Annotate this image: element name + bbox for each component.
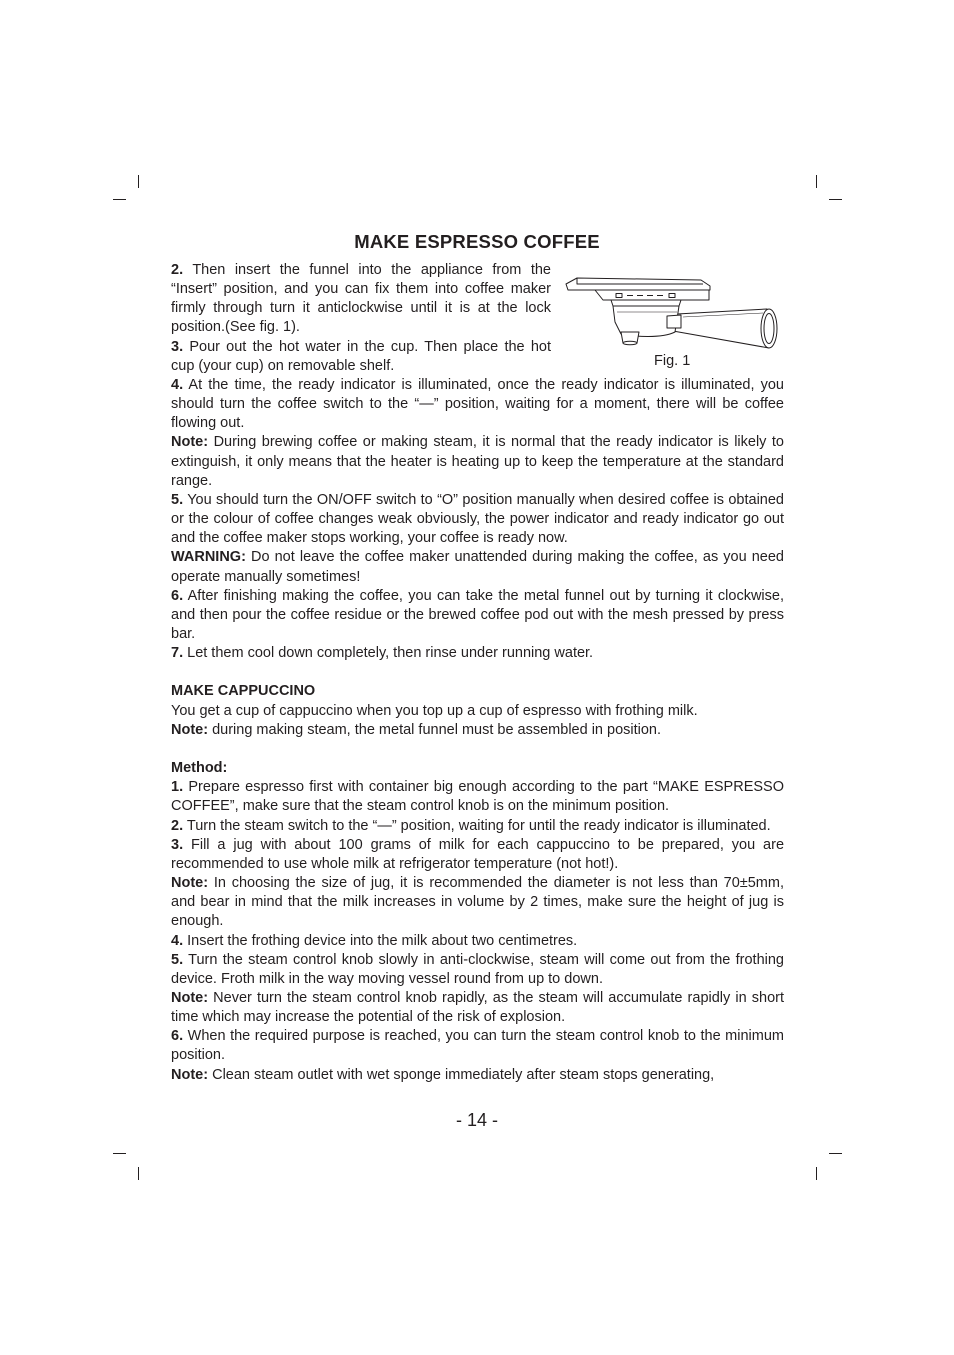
- method-step-5-paragraph: [171, 951, 784, 989]
- page-title: MAKE ESPRESSO COFFEE: [354, 231, 600, 252]
- method-step-1-paragraph: [171, 778, 784, 816]
- crop-mark: [816, 175, 817, 188]
- note-label: Note:: [171, 434, 209, 451]
- step-text: Turn the steam switch to the “—” position, waiting for until the ready indicator is illuminated.: [186, 817, 771, 834]
- step-text: Then insert the funnel into the appliance from the “Insert” position, and you can fix them into coffee maker firmly through turn it anticlockwise until it is at the lock position.(See fig. 1).: [171, 262, 551, 336]
- step-3-paragraph: [171, 338, 551, 376]
- step-number: 6.: [171, 587, 184, 604]
- note-label: Note:: [171, 721, 209, 738]
- method-step-3-paragraph: [171, 836, 784, 874]
- note-text: Clean steam outlet with wet sponge immediately after steam stops generating,: [212, 1066, 715, 1083]
- method-note-clean-paragraph: [171, 1066, 784, 1085]
- step-text: Insert the frothing device into the milk about two centimetres.: [187, 932, 578, 949]
- crop-mark: [113, 1153, 126, 1154]
- step-number: 5.: [171, 951, 184, 968]
- cappuccino-heading: MAKE CAPPUCCINO: [171, 683, 316, 700]
- crop-mark: [829, 1153, 842, 1154]
- note-paragraph: [171, 433, 784, 490]
- step-number: 5.: [171, 491, 184, 508]
- method-step-6-paragraph: [171, 1027, 784, 1065]
- warning-paragraph: [171, 548, 784, 586]
- step-text: Pour out the hot water in the cup. Then place the hot cup (your cup) on removable shelf.: [171, 338, 551, 374]
- warning-label: WARNING:: [171, 549, 246, 566]
- note-label: Note:: [171, 989, 209, 1006]
- step-2-paragraph: [171, 261, 551, 338]
- crop-mark: [138, 1167, 139, 1180]
- warning-text: Do not leave the coffee maker unattended during making the coffee, as you need operate manually sometimes!: [171, 549, 784, 585]
- figure-caption: Fig. 1: [654, 353, 691, 369]
- step-text: When the required purpose is reached, you can turn the steam control knob to the minimum position.: [171, 1028, 784, 1064]
- step-number: 4.: [171, 377, 184, 393]
- cappuccino-note-paragraph: [171, 721, 784, 740]
- step-number: 2.: [171, 262, 184, 278]
- note-label: Note:: [171, 875, 209, 892]
- method-note-steam-paragraph: [171, 989, 784, 1027]
- note-text: In choosing the size of jug, it is recommended the diameter is not less than 70±5mm, and bear in mind that the milk increases in volume by 2 times, make sure the height of jug is enough.: [171, 875, 784, 930]
- crop-mark: [816, 1167, 817, 1180]
- note-text: During brewing coffee or making steam, it is normal that the ready indicator is likely to extinguish, it only means that the heater is heating up to keep the temperature at the standard range.: [171, 434, 784, 489]
- step-text: After finishing making the coffee, you can take the metal funnel out by turning it clockwise, and then pour the coffee residue or the brewed coffee pod out with the mesh pressed by press bar.: [171, 587, 784, 643]
- step-number: 7.: [171, 645, 184, 662]
- method-note-jug-paragraph: [171, 874, 784, 931]
- step-7-paragraph: [171, 644, 784, 663]
- note-label: Note:: [171, 1066, 209, 1083]
- crop-mark: [113, 199, 126, 200]
- step-4-paragraph: [171, 376, 784, 433]
- step-text: At the time, the ready indicator is illuminated, once the ready indicator is illuminated, you should turn the coffee switch to the “—” position, waiting for a moment, there will be coffee flowing out.: [171, 377, 784, 432]
- note-text: Never turn the steam control knob rapidly, as the steam will accumulate rapidly in short time which may increase the potential of the risk of explosion.: [171, 989, 784, 1026]
- step-number: 4.: [171, 932, 184, 949]
- step-number: 2.: [171, 817, 184, 834]
- note-text: during making steam, the metal funnel must be assembled in position.: [212, 721, 662, 738]
- method-step-4-paragraph: [171, 932, 784, 951]
- page-number: - 14 -: [455, 1110, 498, 1130]
- step-number: 3.: [171, 836, 184, 853]
- step-text: Turn the steam control knob slowly in anti-clockwise, steam will come out from the frothing device. Froth milk in the way moving vessel round from up to down.: [171, 951, 784, 987]
- step-text: Let them cool down completely, then rinse under running water.: [187, 645, 594, 662]
- step-5-paragraph: [171, 491, 784, 548]
- narrow-column-block: [171, 261, 551, 376]
- cappuccino-intro: You get a cup of cappuccino when you top up a cup of espresso with frothing milk.: [171, 702, 698, 719]
- method-label: Method:: [171, 760, 228, 777]
- step-text: Prepare espresso first with container big enough according to the part “MAKE ESPRESSO COFFEE”, make sure that the steam control knob is on the minimum position.: [171, 779, 784, 815]
- step-number: 3.: [171, 338, 184, 355]
- instructions-body: [171, 261, 784, 1085]
- step-number: 6.: [171, 1028, 184, 1045]
- crop-mark: [138, 175, 139, 188]
- step-6-paragraph: [171, 587, 784, 644]
- step-text: Fill a jug with about 100 grams of milk for each cappuccino to be prepared, you are recommended to use whole milk at refrigerator temperature (not hot!).: [171, 836, 785, 872]
- crop-mark: [829, 199, 842, 200]
- step-number: 1.: [171, 779, 184, 796]
- step-text: You should turn the ON/OFF switch to “O” position manually when desired coffee is obtained or the colour of coffee changes weak obviously, the power indicator and ready indicator go out and the coffee maker stops working, your coffee is ready now.: [171, 491, 784, 547]
- method-step-2-paragraph: [171, 817, 784, 836]
